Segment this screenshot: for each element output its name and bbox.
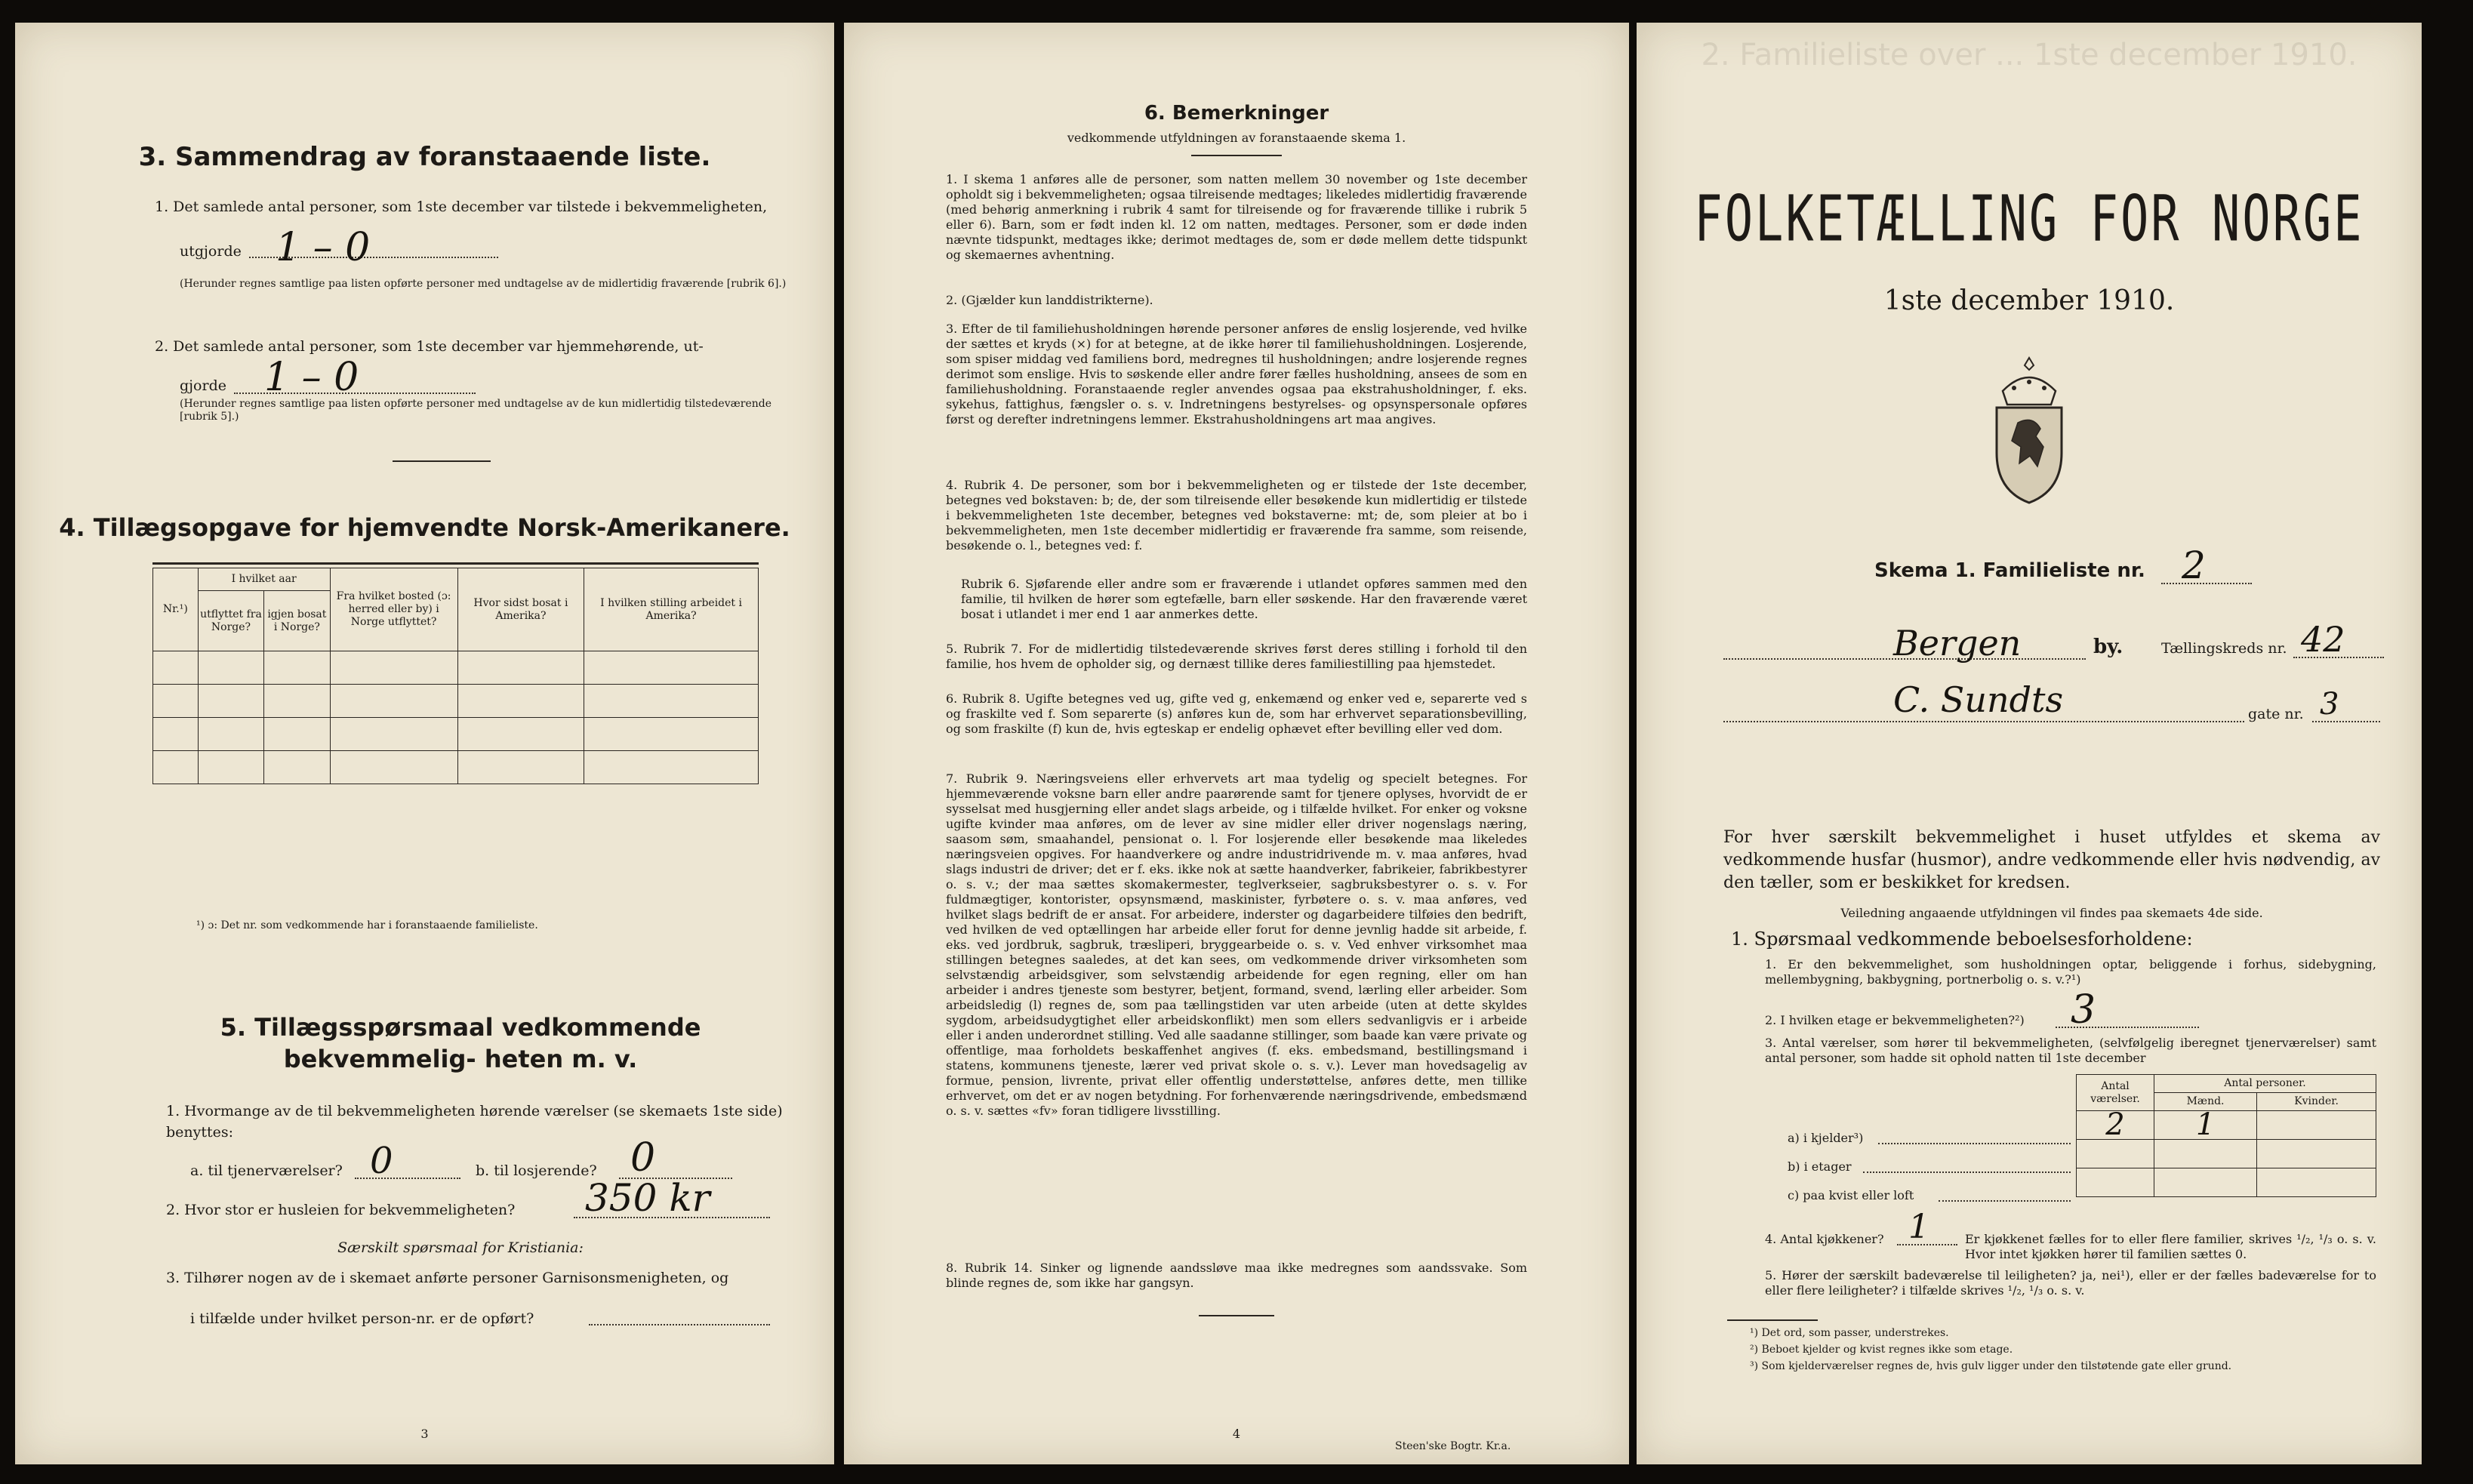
s5-q1a: a. til tjenerværelser? [190,1162,343,1179]
s3-item-1-value: 1 – 0 [276,225,371,270]
street-line [1723,721,2244,722]
col-job: I hvilken stilling arbeidet i Amerika? [584,568,759,651]
census-date: 1ste december 1910. [1883,285,2175,316]
question-5: 5. Hører der særskilt badeværelse til leiligheten? ja, nei¹), eller er der fælles badeværelse for to eller flere leiligheter? i tilfælde skrives ¹/₂, ¹/₃ o. s. v. [1765,1268,2376,1298]
s3-item-2-value: 1 – 0 [264,355,359,400]
skema-label: Skema 1. Familieliste nr. [1874,559,2145,582]
coat-of-arms-icon [1980,355,2078,506]
table-cell [198,651,264,685]
remark-7: 7. Rubrik 9. Næringsveiens eller erhvervets art maa tydelig og specielt betegnes. For hjemmeværende voksne barn eller andre paarørende samt for tjenere oplyses, hvorvidt de er sysselsat med husgjerning eller andet slags arbeide, og i tilfælde hvilket. For enker og voksne ugifte kvinder maa anføres, om de lever av sine midler eller driver nogenslags næring, saasom søm, smaahandel, pensionat o. l. For losjerende eller besøkende maa likeledes næringsveien opgives. For haandverkere og andre industridrivende m. v. maa anføres, hvad slags industri de driver; det er f. eks. ikke nok at sætte haandverker, fabrikeier, fabrikbestyrer o. s. v.; der maa sættes skomakermester, teglverkseier, sagbruksbestyrer o. s. v. For fuldmægtiger, kontorister, opsynsmænd, maskinister, fyrbøtere o. s. v. maa anføres, ved hvilket slags bedrift de er ansat. For arbeidere, inderster og dagarbeidere tilføies den bedrift, ved hvilken de ved optællingen har arbeide eller forut for denne jevnlig hadde sit arbeide, f. eks. ved jordbruk, sagbruk, træsliperi, bryggearbeide o. s. v. Ved enhver virksomhet maa stillingen betegnes saaledes, at det kan sees, om vedkommende driver virksomheten som selvstændig arbeidsgiver, som selvstændig arbeidende for egen regning, eller om han arbeider i andres tjeneste som bestyrer, betjent, formand, svend, lærling eller arbeider. Som arbeidsledig (l) regnes de, som paa tællingstiden var uten arbeide (uten at dette skyldes sygdom, arbeidsudygtighet eller arbeidskonflikt) men som ellers sedvanligvis er i arbeide eller i anden underordnet stilling. Ved alle saadanne stillinger, som baade kan være private og offentlige, maa forholdets beskaffenhet angives (f. eks. embedsmand, bestillingsmand i statens, kommunens tjeneste, lærer ved privat skole o. s. v.). Lever man hovedsagelig av formue, pension, livrente, privat eller offentlig understøttelse, anføres dette, men tillike erhvervet, om det er av nogen betydning. For forhenværende næringsdrivende, embedsmænd o. s. v. sættes «fv» foran tidligere livsstilling. [946,771,1527,1118]
table-cell [330,651,457,685]
question-2-value: 3 [2071,987,2096,1033]
s5-q1b: b. til losjerende? [476,1162,597,1179]
middle-page [844,23,1629,1464]
table-cell [264,751,330,784]
divider [1191,155,1282,156]
divider [1199,1315,1274,1316]
printer-mark: Steen'ske Bogtr. Kr.a. [1395,1440,1511,1452]
table-cell [153,751,199,784]
s5-q3b: i tilfælde under hvilket person-nr. er de opført? [190,1310,534,1327]
krets-label: Tællingskreds nr. [2161,640,2287,657]
rooms-persons-table [2076,1074,2376,1197]
intro-text: For hver særskilt bekvemmelighet i huset utfyldes et skema av vedkommende husfar (husmor), andre vedkommende eller hvis nødvendig, av den tæller, som er beskikket for kredsen. [1723,828,2380,892]
table-cell [330,685,457,718]
s3-item-2: 2. Det samlede antal personer, som 1ste december var hjemmehørende, ut- [155,338,704,355]
col-year: I hvilket aar [198,568,330,591]
row-b-women [2257,1140,2376,1168]
table-cell [457,685,584,718]
s3-item-2-label: gjorde [180,377,226,394]
table-top-rule [152,562,759,565]
right-page [1637,23,2422,1464]
table-cell [330,751,457,784]
col-nr: Nr.¹) [153,568,199,651]
s5-q3: 3. Tilhører nogen av de i skemaet anførte personer Garnisonsmenigheten, og [166,1270,729,1286]
s5-q2-value: 350 kr [585,1176,710,1220]
table-cell [330,718,457,751]
row-c-rooms [2077,1168,2154,1197]
left-page [15,23,834,1464]
col-rooms: Antal værelser. [2077,1075,2154,1111]
city-value: Bergen [1893,623,2022,663]
row-a-label: a) i kjelder³) [1788,1131,1864,1145]
remark-5: 5. Rubrik 7. For de midlertidig tilstedeværende skrives først deres stilling i forhold til den familie, hos hvem de opholder sig, og dernæst tillike deres familiestilling paa hjemstedet. [946,642,1527,671]
col-persons: Antal personer. [2154,1075,2376,1093]
table-cell [153,718,199,751]
s3-item-1-label: utgjorde [180,243,242,260]
show-through-text: 2. Familieliste over ... 1ste december 1910. [1701,38,2358,72]
remarks-title: 6. Bemerkninger [1144,102,1329,125]
table-cell [457,718,584,751]
remark-8: 8. Rubrik 14. Sinker og lignende aandssløve maa ikke medregnes som aandssvake. Som blinde regnes de, som ikke har gangsyn. [946,1261,1527,1290]
footnote-1: ¹) Det ord, som passer, understrekes. [1750,1327,1949,1339]
city-suffix: by. [2093,636,2123,658]
table-cell [584,685,759,718]
footnote-rule [1727,1319,1818,1321]
question-3: 3. Antal værelser, som hører til bekvemmeligheten, (selvfølgelig iberegnet tjenerværelser) samt antal personer, som hadde sit ophold natten til 1ste december [1765,1036,2376,1065]
table-cell [584,751,759,784]
street-value: C. Sundts [1893,679,2064,720]
remark-2: 2. (Gjælder kun landdistrikterne). [946,293,1153,307]
question-4-value: 1 [1908,1208,1929,1246]
table-cell [457,751,584,784]
question-2: 2. I hvilken etage er bekvemmeligheten?²) [1765,1013,2025,1027]
row-c-women [2257,1168,2376,1197]
table-cell [264,718,330,751]
norsk-amerikanere-table [152,568,759,784]
main-title: FOLKETÆLLING FOR NORGE [1694,181,2364,256]
krets-value: 42 [2301,619,2345,660]
divider [393,460,491,462]
table-cell [264,685,330,718]
skema-line [2161,583,2252,584]
question-1: 1. Er den bekvemmelighet, som husholdningen optar, beliggende i forhus, sidebygning, mellembygning, bakbygning, portnerbolig o. s. v.?¹) [1765,957,2376,987]
s5-q3-line [589,1324,770,1325]
col-from: Fra hvilket bosted (ɔ: herred eller by) i Norge utflyttet? [330,568,457,651]
section-5-title: 5. Tillægsspørsmaal vedkommende bekvemmelig- heten m. v. [220,1013,701,1073]
intro-note: Veiledning angaaende utfyldningen vil findes paa skemaets 4de side. [1840,906,2263,920]
s3-item-2-note: (Herunder regnes samtlige paa listen opførte personer med undtagelse av de kun midlertidig tilstedeværende [rubrik 5].) [180,398,772,423]
remark-6: 6. Rubrik 8. Ugifte betegnes ved ug, gifte ved g, enkemænd og enker ved e, separerte ved s og fraskilte ved f. Som separerte (s) anføres kun de, som har erhvervet separationsbevilling, og som fraskilte (f) kun de, hvis egteskap er endelig ophævet efter bevilling eller ved dom. [946,691,1527,736]
row-a-line [1878,1143,2071,1144]
table-cell [153,651,199,685]
question-4: 4. Antal kjøkkener? [1765,1232,1884,1246]
footnote-2: ²) Beboet kjelder og kvist regnes ikke som etage. [1750,1344,2013,1356]
remarks-subtitle: vedkommende utfyldningen av foranstaaende skema 1. [1067,131,1406,145]
col-last: Hvor sidst bosat i Amerika? [457,568,584,651]
table-cell [264,651,330,685]
section-3-title: 3. Sammendrag av foranstaaende liste. [138,142,711,172]
row-c-line [1939,1200,2071,1202]
remark-4: 4. Rubrik 4. De personer, som bor i bekvemmeligheten og er tilstede der 1ste december, betegnes ved bokstaven: b; de, der som tilreisende eller besøkende kun midlertidig er tilstede i bekvemmeligheten 1ste december, betegnes ved bokstaverne: mt; de, som pleier at bo i bekvemmeligheten, men 1ste december midlertidig er fraværende fra samme, som reisende, besøkende o. l., betegnes ved: f. [946,478,1527,553]
col-women: Kvinder. [2257,1093,2376,1111]
row-a-men: 1 [2154,1111,2257,1140]
row-a-rooms: 2 [2077,1111,2154,1140]
question-4-note: Er kjøkkenet fælles for to eller flere familier, skrives ¹/₂, ¹/₃ o. s. v. Hvor intet kjøkken hører til familien sættes 0. [1965,1232,2376,1261]
row-b-men [2154,1140,2257,1168]
footnote-3: ³) Som kjelderværelser regnes de, hvis gulv ligger under den tilstøtende gate eller grund. [1750,1360,2232,1372]
table-cell [584,651,759,685]
row-b-line [1863,1171,2071,1173]
s5-q2: 2. Hvor stor er husleien for bekvemmeligheten? [166,1202,516,1218]
section-4-title: 4. Tillægsopgave for hjemvendte Norsk-Amerikanere. [59,513,790,542]
row-c-men [2154,1168,2257,1197]
gate-value: 3 [2320,687,2339,722]
page-number: 4 [1232,1427,1241,1441]
s5-q1a-value: 0 [370,1140,393,1182]
row-c-label: c) paa kvist eller loft [1788,1188,1914,1202]
col-men: Mænd. [2154,1093,2257,1111]
row-b-rooms [2077,1140,2154,1168]
s3-item-1-note: (Herunder regnes samtlige paa listen opførte personer med undtagelse av de midlertidig fraværende [rubrik 6].) [180,278,787,290]
remark-1: 1. I skema 1 anføres alle de personer, som natten mellem 30 november og 1ste december opholdt sig i bekvemmeligheten; ogsaa tilreisende medtages; likeledes midlertidig fraværende (med behørig anmerkning i rubrik 4 samt for tilreisende og for fraværende tillike i rubrik 5 eller 6). Barn, som er født inden kl. 12 om natten, medtages. Personer, som er døde inden nævnte tidspunkt, medtages ikke; derimot medtages de, som er døde mellem dette tidspunkt og skemaernes avhentning. [946,172,1527,262]
skema-number: 2 [2182,543,2206,587]
s5-q1b-value: 0 [630,1135,656,1181]
remark-4b: Rubrik 6. Sjøfarende eller andre som er fraværende i utlandet opføres sammen med den familie, til hvilken de hører som egtefælle, barn eller søskende. Har den fraværende været bosat i utlandet i mer end 1 aar anmerkes dette. [961,577,1527,621]
s3-item-1: 1. Det samlede antal personer, som 1ste december var tilstede i bekvemmeligheten, [155,199,768,215]
s5-q1: 1. Hvormange av de til bekvemmeligheten hørende værelser (se skemaets 1ste side) benyttes: [166,1103,783,1141]
row-a-women [2257,1111,2376,1140]
questions-heading: 1. Spørsmaal vedkommende beboelsesforholdene: [1731,928,2193,950]
row-b-label: b) i etager [1788,1159,1852,1174]
table-cell [198,718,264,751]
table-cell [198,751,264,784]
col-year-back: igjen bosat i Norge? [264,591,330,651]
table-cell [584,718,759,751]
s5-kristiania: Særskilt spørsmaal for Kristiania: [337,1239,584,1256]
s4-footnote: ¹) ɔ: Det nr. som vedkommende har i foranstaaende familieliste. [196,919,538,931]
table-cell [198,685,264,718]
page-number: 3 [420,1427,429,1441]
table-cell [153,685,199,718]
table-cell [457,651,584,685]
remark-3: 3. Efter de til familiehusholdningen hørende personer anføres de enslig losjerende, ved hvilke der sættes et kryds (×) for at betegne, at de ikke hører til familiehusholdningen. Losjerende, som spiser middag ved familiens bord, medregnes til husholdningen; andre losjerende regnes derimot som enslige. Hvis to søskende eller andre fører fælles husholdning, ansees de som en familiehusholdning. Foranstaaende regler anvendes ogsaa paa ekstrahusholdninger, f. eks. sykehus, fattighus, fængsler o. s. v. Indretningens bestyrelses- og opsynspersonale opføres først og derefter indretningens lemmer. Ekstrahusholdningens art maa angives. [946,322,1527,426]
gate-label: gate nr. [2248,706,2304,722]
col-year-out: utflyttet fra Norge? [198,591,264,651]
